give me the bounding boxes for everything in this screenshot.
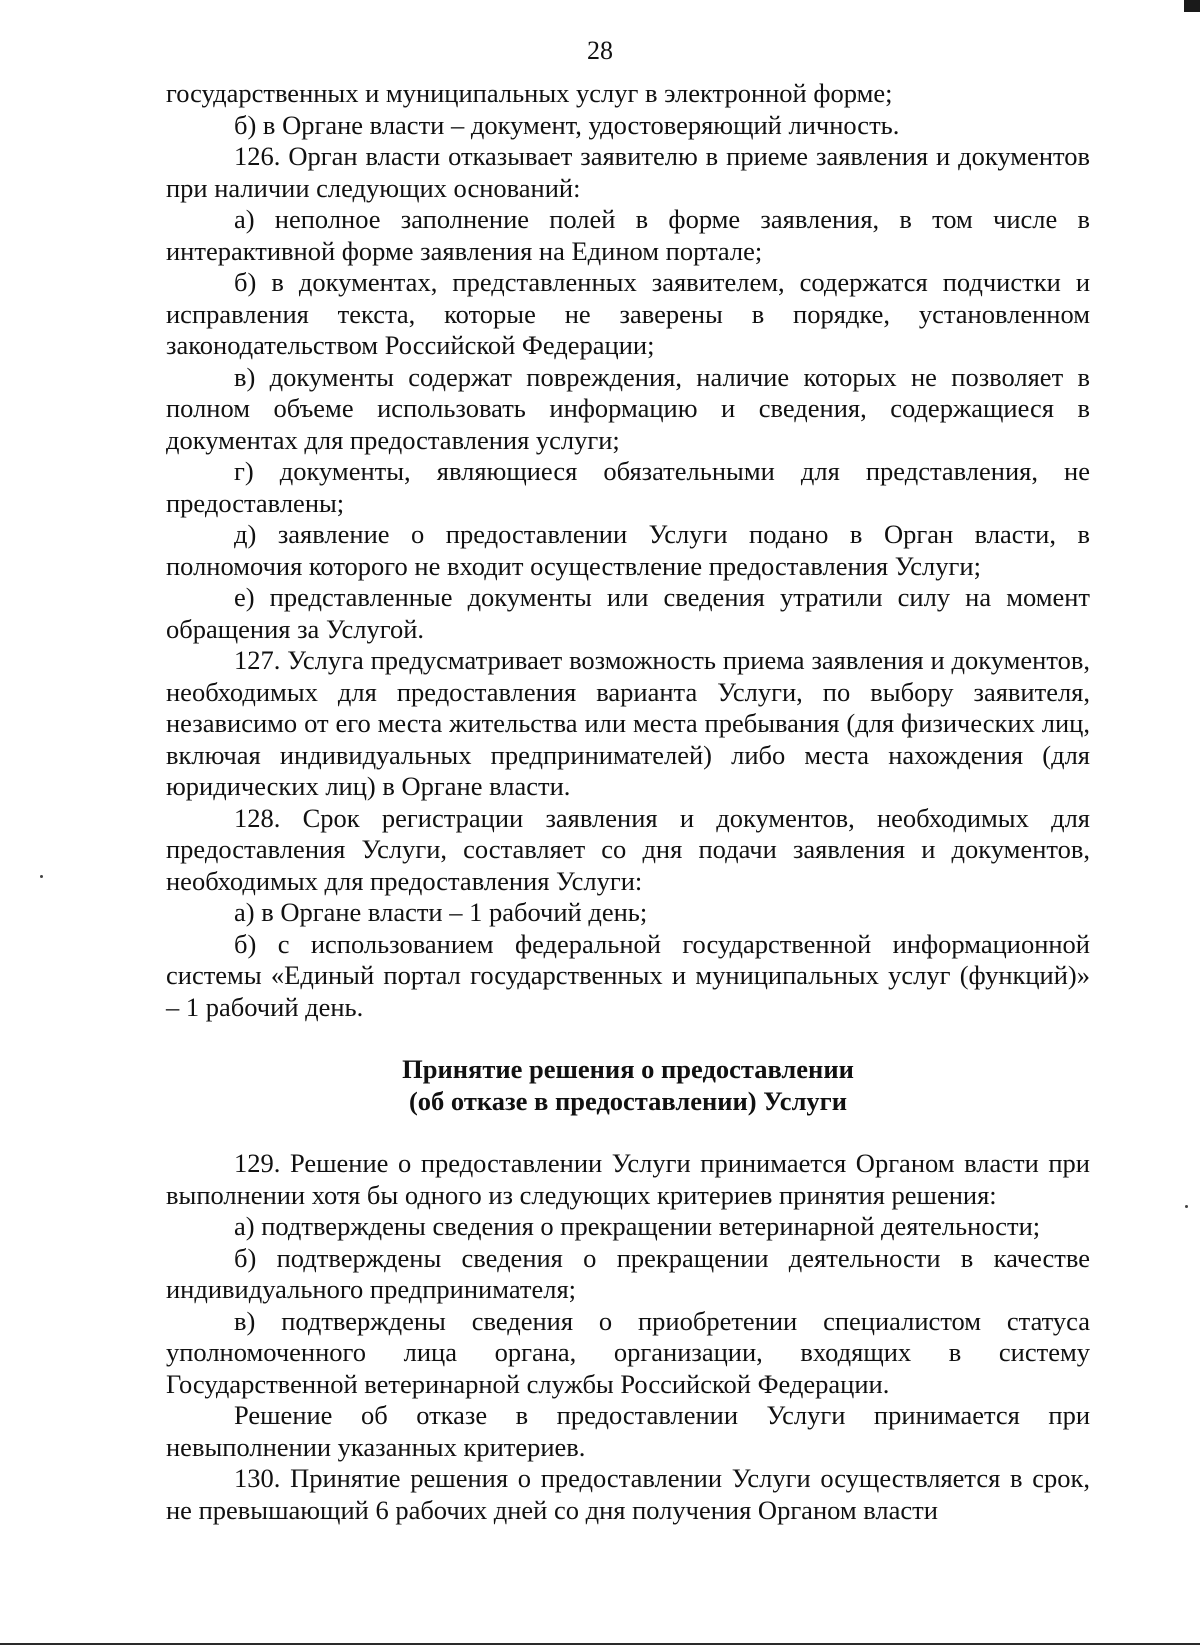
scan-speck	[40, 875, 43, 878]
paragraph: государственных и муниципальных услуг в электронной форме;	[166, 78, 893, 108]
paragraph: а) подтверждены сведения о прекращении ветеринарной деятельности;	[234, 1211, 1041, 1241]
paragraph: б) в Органе власти – документ, удостоверяющий личность.	[234, 109, 900, 140]
paragraph: е) представленные документы или сведения утратили силу на момент обращения за Услугой.	[166, 582, 1090, 644]
paragraph: 126. Орган власти отказывает заявителю в приеме заявления и документов при наличии следующих оснований:	[166, 141, 1090, 203]
paragraph: в) подтверждены сведения о приобретении специалистом статуса уполномоченного лица органа, организации, входящих в систему Государственной ветеринарной службы Российской Федерации.	[166, 1305, 1090, 1399]
page-number: 28	[587, 36, 613, 65]
paragraphs-bottom	[166, 1148, 1090, 1526]
paragraph: 127. Услуга предусматривает возможность приема заявления и документов, необходимых для предоставления варианта Услуги, по выбору заявителя, независимо от его места жительства или места пребывания (для физических лиц, включая индивидуальных предпринимателей) либо места нахождения (для юридических лиц) в Органе власти.	[166, 645, 1090, 801]
heading-line-2: (об отказе в предоставлении) Услуги	[408, 1085, 847, 1116]
paragraph: б) подтверждены сведения о прекращении деятельности в качестве индивидуального предпринимателя;	[166, 1242, 1090, 1304]
scan-speck	[1185, 1205, 1188, 1208]
section-heading	[166, 1054, 1090, 1117]
paragraph: Решение об отказе в предоставлении Услуги принимается при невыполнении указанных критериев.	[166, 1400, 1090, 1462]
bottom-rule	[0, 1643, 1200, 1645]
scan-corner-mark	[1184, 0, 1200, 12]
paragraph: б) с использованием федеральной государственной информационной системы «Единый портал государственных и муниципальных услуг (функций)» – 1 рабочий день.	[166, 928, 1090, 1022]
document-body	[166, 78, 1090, 1526]
paragraphs-top	[166, 78, 1090, 1023]
paragraph: а) неполное заполнение полей в форме заявления, в том числе в интерактивной форме заявления на Едином портале;	[166, 204, 1090, 266]
paragraph: 128. Срок регистрации заявления и документов, необходимых для предоставления Услуги, составляет со дня подачи заявления и документов, необходимых для предоставления Услуги:	[166, 802, 1090, 896]
paragraph: б) в документах, представленных заявителем, содержатся подчистки и исправления текста, которые не заверены в порядке, установленном законодательством Российской Федерации;	[166, 267, 1090, 360]
paragraph: д) заявление о предоставлении Услуги подано в Орган власти, в полномочия которого не входит осуществление предоставления Услуги;	[166, 519, 1090, 581]
heading-line-1: Принятие решения о предоставлении	[402, 1054, 854, 1084]
paragraph: а) в Органе власти – 1 рабочий день;	[234, 897, 648, 927]
paragraph: 129. Решение о предоставлении Услуги принимается Органом власти при выполнении хотя бы одного из следующих критериев принятия решения:	[166, 1148, 1090, 1210]
paragraph: в) документы содержат повреждения, наличие которых не позволяет в полном объеме использовать информацию и сведения, содержащиеся в документах для предоставления услуги;	[166, 361, 1090, 455]
paragraph: 130. Принятие решения о предоставлении Услуги осуществляется в срок, не превышающий 6 рабочих дней со дня получения Органом власти	[166, 1463, 1090, 1525]
paragraph: г) документы, являющиеся обязательными для представления, не предоставлены;	[166, 456, 1090, 518]
